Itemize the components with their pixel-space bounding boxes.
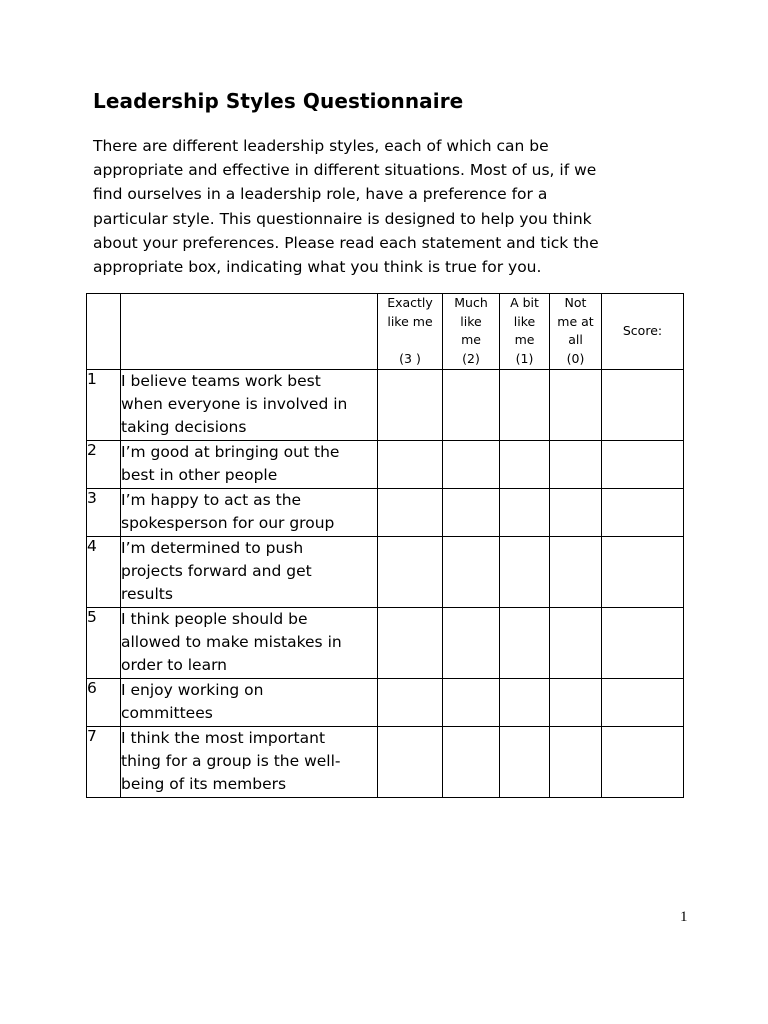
statement-line: I think people should be [121, 609, 308, 628]
row-number: 7 [87, 726, 121, 797]
table-row [87, 536, 684, 607]
table-row [87, 678, 684, 726]
intro-line: appropriate box, indicating what you think is true for you. [93, 258, 542, 277]
tick-box-exactly-like-me[interactable] [378, 678, 443, 726]
questionnaire-table [86, 293, 684, 798]
statement-line: spokesperson for our group [121, 513, 335, 532]
statement-line: when everyone is involved in [121, 395, 348, 414]
score-label: Score: [622, 323, 663, 339]
intro-line: There are different leadership styles, each of which can be [93, 137, 549, 155]
statement-cell [121, 440, 378, 488]
tick-box-not-me-at-all[interactable] [550, 678, 602, 726]
intro-line: find ourselves in a leadership role, have a preference for a [93, 185, 548, 204]
statement-line: I’m determined to push [121, 538, 304, 557]
header-points: (0) [566, 350, 585, 366]
table-row [87, 607, 684, 678]
statement-cell [121, 607, 378, 678]
header-label: all [568, 332, 583, 347]
row-number: 6 [87, 678, 121, 726]
statement-line: committees [121, 703, 213, 722]
header-label: me [461, 332, 481, 347]
statement-cell [121, 370, 378, 441]
header-a-bit-like-me [500, 294, 550, 370]
statement-line: being of its members [121, 775, 287, 794]
statement-line: I’m good at bringing out the [121, 442, 340, 461]
tick-box-a-bit-like-me[interactable] [500, 726, 550, 797]
table-row [87, 726, 684, 797]
row-number: 4 [87, 536, 121, 607]
intro-line: about your preferences. Please read each statement and tick the [93, 233, 599, 252]
page-title: Leadership Styles Questionnaire [93, 89, 464, 113]
tick-box-a-bit-like-me[interactable] [500, 607, 550, 678]
tick-box-exactly-like-me[interactable] [378, 488, 443, 536]
header-points: (1) [515, 350, 534, 366]
row-number: 3 [87, 488, 121, 536]
statement-line: results [121, 585, 173, 604]
statement-line: I believe teams work best [121, 372, 321, 390]
tick-box-not-me-at-all[interactable] [550, 440, 602, 488]
statement-header-cell [121, 294, 378, 370]
header-score [602, 294, 684, 370]
score-cell[interactable] [602, 488, 684, 536]
header-label: Exactly [387, 295, 433, 310]
header-exactly-like-me [378, 294, 443, 370]
header-much-like-me [443, 294, 500, 370]
tick-box-much-like-me[interactable] [443, 488, 500, 536]
tick-box-a-bit-like-me[interactable] [500, 370, 550, 441]
tick-box-much-like-me[interactable] [443, 370, 500, 441]
tick-box-much-like-me[interactable] [443, 440, 500, 488]
table-row [87, 370, 684, 441]
row-number: 2 [87, 440, 121, 488]
tick-box-exactly-like-me[interactable] [378, 607, 443, 678]
intro-paragraph [93, 134, 693, 279]
tick-box-not-me-at-all[interactable] [550, 488, 602, 536]
tick-box-exactly-like-me[interactable] [378, 726, 443, 797]
statement-line: thing for a group is the well- [121, 751, 341, 770]
tick-box-not-me-at-all[interactable] [550, 607, 602, 678]
tick-box-much-like-me[interactable] [443, 607, 500, 678]
score-cell[interactable] [602, 536, 684, 607]
statement-cell [121, 536, 378, 607]
tick-box-exactly-like-me[interactable] [378, 440, 443, 488]
intro-line: appropriate and effective in different situations. Most of us, if we [93, 161, 597, 180]
score-cell[interactable] [602, 440, 684, 488]
row-number: 5 [87, 607, 121, 678]
tick-box-much-like-me[interactable] [443, 726, 500, 797]
tick-box-not-me-at-all[interactable] [550, 726, 602, 797]
tick-box-exactly-like-me[interactable] [378, 536, 443, 607]
header-label: Much [454, 295, 488, 310]
statement-line: order to learn [121, 656, 228, 675]
intro-line: particular style. This questionnaire is designed to help you think [93, 209, 592, 228]
statement-line: I think the most important [121, 728, 326, 747]
statement-line: I’m happy to act as the [121, 490, 302, 509]
statement-line: projects forward and get [121, 561, 312, 580]
tick-box-a-bit-like-me[interactable] [500, 440, 550, 488]
page-number: 1 [680, 909, 688, 925]
header-label: like [460, 313, 482, 329]
tick-box-much-like-me[interactable] [443, 678, 500, 726]
header-points: (2) [462, 350, 480, 366]
header-label: me at [557, 313, 594, 329]
tick-box-a-bit-like-me[interactable] [500, 536, 550, 607]
tick-box-not-me-at-all[interactable] [550, 536, 602, 607]
header-label: A bit [510, 295, 539, 310]
statement-line: allowed to make mistakes in [121, 632, 342, 651]
statement-cell [121, 726, 378, 797]
tick-box-much-like-me[interactable] [443, 536, 500, 607]
header-points: (3 ) [399, 351, 421, 366]
number-header-cell [87, 294, 121, 370]
header-label: Not [564, 295, 587, 310]
tick-box-a-bit-like-me[interactable] [500, 678, 550, 726]
tick-box-a-bit-like-me[interactable] [500, 488, 550, 536]
score-cell[interactable] [602, 726, 684, 797]
header-label: me [514, 332, 535, 347]
statement-line: best in other people [121, 465, 278, 484]
table-row [87, 440, 684, 488]
tick-box-exactly-like-me[interactable] [378, 370, 443, 441]
header-row [87, 294, 684, 370]
row-number: 1 [87, 370, 121, 441]
statement-line: I enjoy working on [121, 680, 264, 699]
header-label: like [513, 313, 536, 329]
score-cell[interactable] [602, 607, 684, 678]
header-label: like me [387, 313, 433, 329]
table-row [87, 488, 684, 536]
statement-line: taking decisions [121, 418, 247, 437]
header-not-me-at-all [550, 294, 602, 370]
statement-cell [121, 488, 378, 536]
score-cell[interactable] [602, 370, 684, 441]
tick-box-not-me-at-all[interactable] [550, 370, 602, 441]
score-cell[interactable] [602, 678, 684, 726]
statement-cell [121, 678, 378, 726]
